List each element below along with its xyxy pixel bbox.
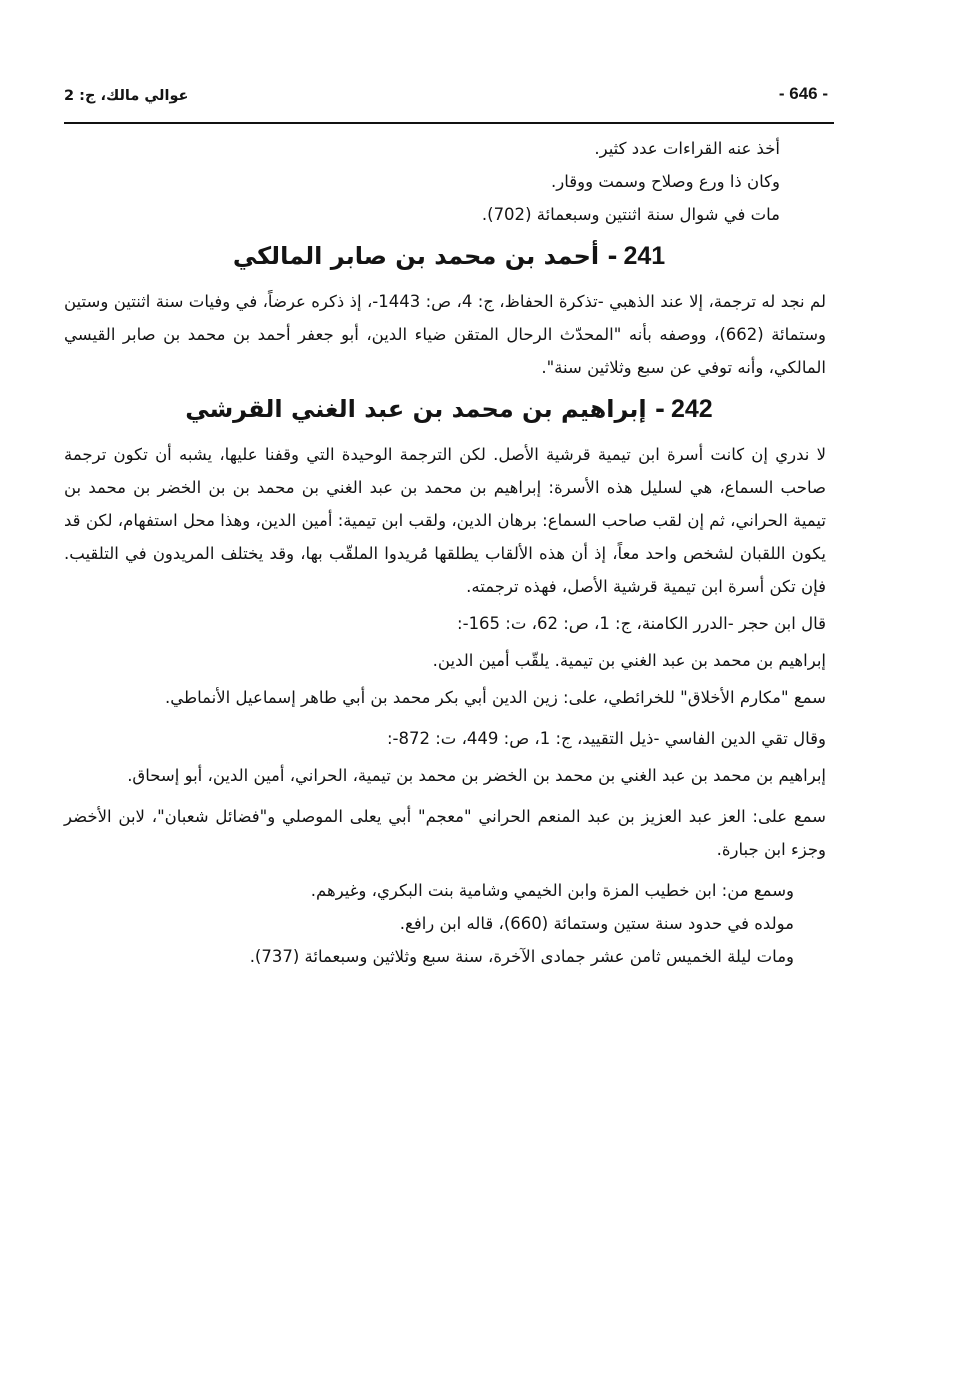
citation-line: وقال تقي الدين الفاسي -ذيل التقييد، ج: 1، ص: 449، ت: 872-: — [386, 729, 826, 748]
quote-paragraph: مولده في حدود سنة ستين وستمائة (660)، قاله ابن رافع. — [399, 914, 794, 933]
quote-paragraph: إبراهيم بن محمد بن عبد الغني بن تيمية. يلقّب أمين الدين. — [432, 651, 826, 670]
page-body — [64, 132, 834, 973]
entry-number: 242 — [670, 395, 713, 423]
quote-paragraph: إبراهيم بن محمد بن عبد الغني بن محمد بن الخضر بن محمد بن تيمية، الحراني، أمين الدين، أبو إسحاق. — [127, 766, 826, 785]
entry-intro-paragraph: لا ندري إن كانت أسرة ابن تيمية قرشية الأصل. لكن الترجمة الوحيدة التي وقفنا عليها، يشبه أن تكون ترجمة صاحب السماع، هي لسليل هذه الأسرة: إبراهيم بن محمد بن عبد الغني بن محمد بن بن الخضر بن محمد بن تيمية الحراني، ثم إن لقب صاحب السماع: برهان الدين، ولقب ابن تيمية: أمين الدين، وهذا محل استفهام، لكن قد يكون اللقبان لشخص واحد معاً، إذ أن هذه الألقاب يطلقها مُريدوا الملقّب بها، وقد يختلف المريدون في التلقيب. فإن تكن أسرة ابن تيمية قرشية الأصل، فهذه ترجمته. — [64, 445, 826, 596]
quote-paragraph: سمع على: العز عبد العزيز بن عبد المنعم الحراني "معجم" أبي يعلى الموصلي و"فضائل شعبان"، لابن الأخضر وجزء ابن جبارة. — [64, 807, 826, 859]
citation-line: قال ابن حجر -الدرر الكامنة، ج: 1، ص: 62، ت: 165-: — [457, 614, 826, 633]
entry-title: - إبراهيم بن محمد بن عبد الغني القرشي — [185, 395, 665, 423]
quote-paragraph: سمع "مكارم الأخلاق" للخرائطي، على: زين الدين أبي بكر محمد بن أبي طاهر إسماعيل الأنماطي. — [164, 688, 826, 707]
entry-number: 241 — [623, 242, 666, 270]
running-title: عوالي مالك، ج: 2 — [64, 88, 189, 104]
entry-heading-241 — [64, 235, 834, 277]
text-line: وكان ذا ورع وصلاح وسمت ووقار. — [551, 172, 780, 191]
text-line: أخذ عنه القراءات عدد كثير. — [594, 139, 780, 158]
text-line: مات في شوال سنة اثنتين وسبعمائة (702). — [481, 205, 780, 224]
entry-heading-242 — [64, 388, 834, 430]
entry-body-paragraph: لم نجد له ترجمة، إلا عند الذهبي -تذكرة الحفاظ، ج: 4، ص: 1443-، إذ ذكره عرضاً، في وفيات سنة اثنتين وستين وستمائة (662)، ووصفه بأنه "المحدّث الرحال المتقن ضياء الدين، أبو جعفر أحمد بن محمد بن صابر القيسي المالكي، وأنه توفي عن سبع وثلاثين سنة". — [64, 292, 826, 377]
page-header — [64, 84, 834, 114]
entry-title: - أحمد بن محمد بن صابر المالكي — [232, 242, 618, 270]
page-number: - 646 - — [778, 84, 828, 103]
quote-paragraph: وسمع من: ابن خطيب المزة وابن الخيمي وشامية بنت البكري، وغيرهم. — [310, 881, 794, 900]
header-rule — [64, 122, 834, 124]
quote-paragraph: ومات ليلة الخميس ثامن عشر جمادى الآخرة، سنة سبع وثلاثين وسبعمائة (737). — [249, 947, 794, 966]
